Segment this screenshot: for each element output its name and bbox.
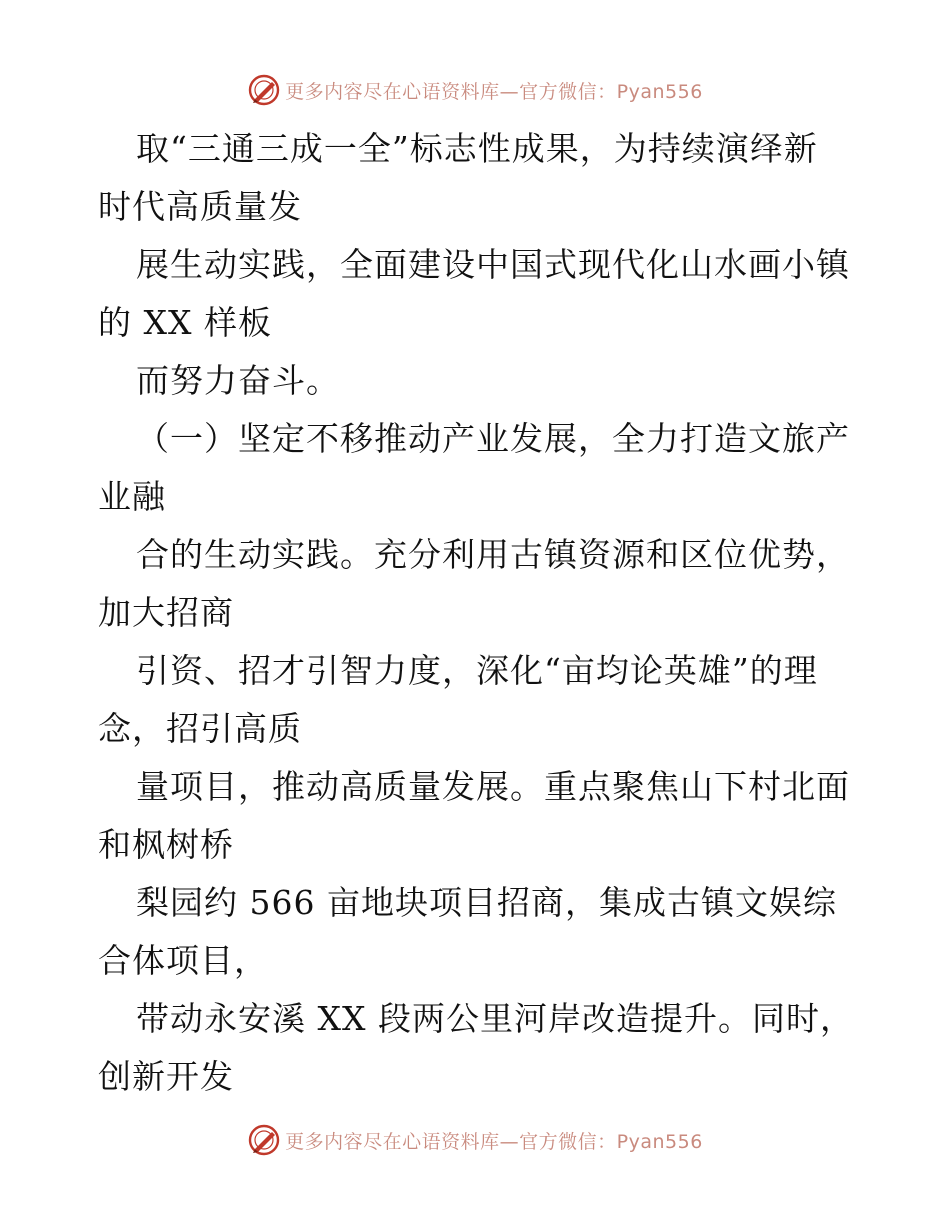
- text-line: 时代高质量发: [98, 187, 302, 226]
- text-line: 带动永安溪 XX 段两公里河岸改造提升。同时，: [136, 999, 854, 1038]
- header-watermark: [0, 70, 950, 110]
- watermark-text: 更多内容尽在心语资料库—官方微信：Pyan556: [285, 80, 703, 103]
- text-line: 取“三通三成一全”标志性成果，为持续演绎新: [136, 129, 818, 168]
- text-line: 业融: [98, 477, 166, 516]
- text-line: 引资、招才引智力度，深化“亩均论英雄”的理: [136, 651, 818, 690]
- pen-seal-logo-icon: [247, 73, 281, 107]
- text-line: 梨园约 566 亩地块项目招商，集成古镇文娱综: [136, 883, 837, 922]
- footer-watermark: [0, 1120, 950, 1160]
- text-line: 和枫树桥: [98, 825, 234, 864]
- text-line: 而努力奋斗。: [136, 361, 340, 400]
- pen-seal-logo-icon: [247, 1123, 281, 1157]
- text-line: 展生动实践，全面建设中国式现代化山水画小镇: [136, 245, 850, 284]
- text-line: 创新开发: [98, 1057, 234, 1096]
- section-heading-line: （一）坚定不移推动产业发展，全力打造文旅产: [136, 419, 850, 458]
- watermark-text: 更多内容尽在心语资料库—官方微信：Pyan556: [285, 1130, 703, 1153]
- text-line: 合的生动实践。充分利用古镇资源和区位优势，: [136, 535, 850, 574]
- text-line: 的 XX 样板: [98, 303, 272, 342]
- text-line: 加大招商: [98, 593, 234, 632]
- text-line: 量项目，推动高质量发展。重点聚焦山下村北面: [136, 767, 850, 806]
- text-line: 合体项目，: [98, 941, 268, 980]
- text-line: 念，招引高质: [98, 709, 302, 748]
